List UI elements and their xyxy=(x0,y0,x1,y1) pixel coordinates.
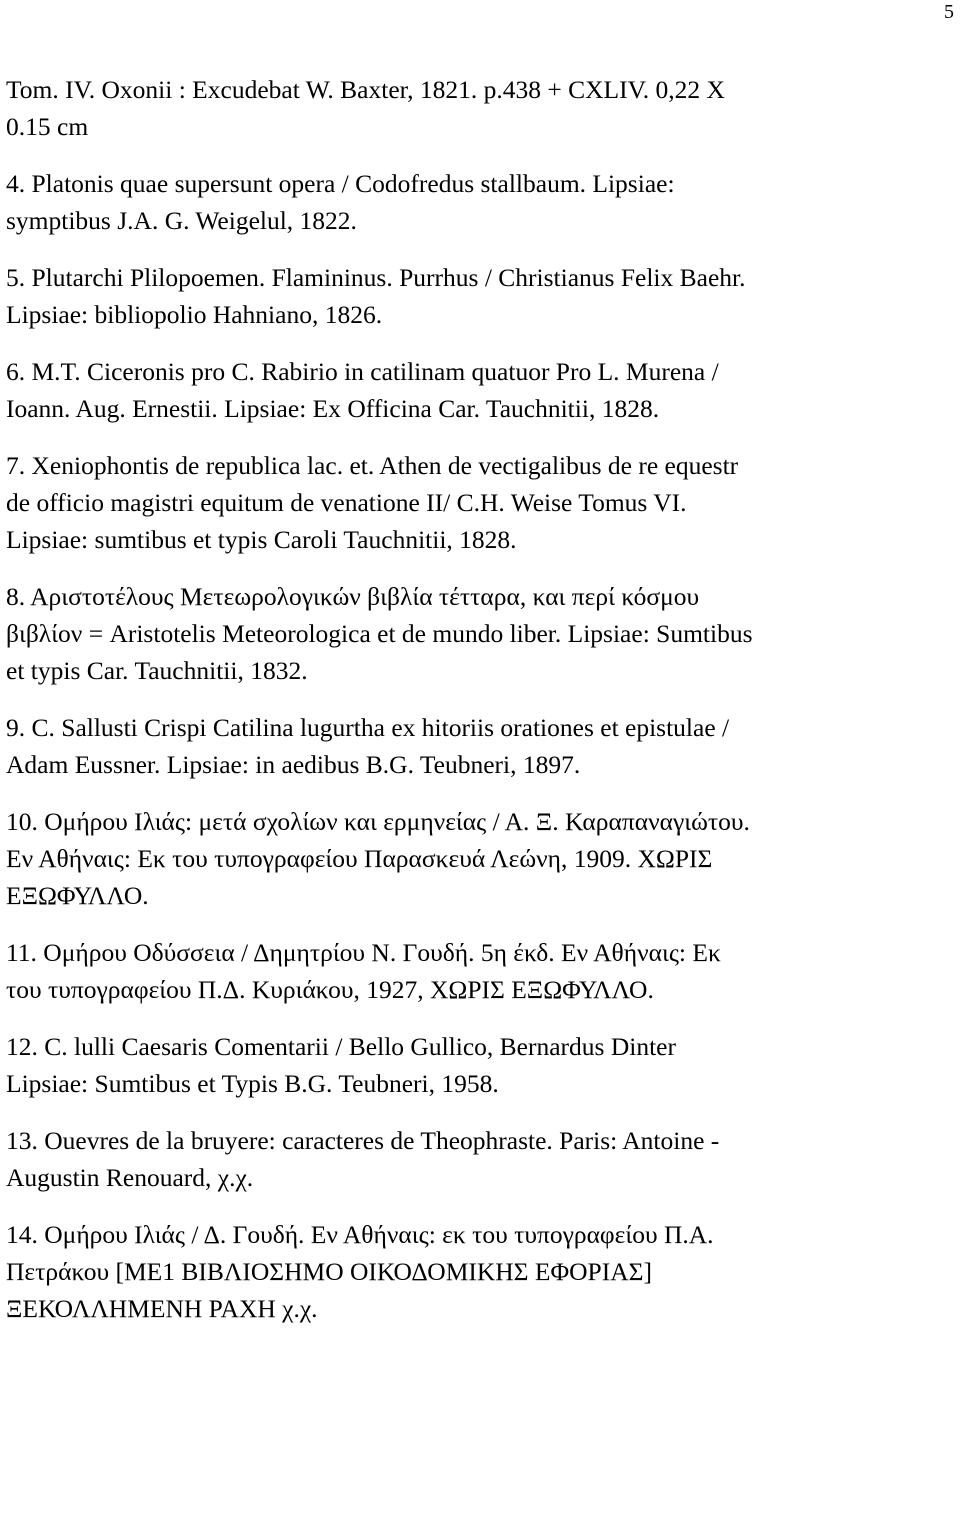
entry-line: 7. Xeniophontis de republica lac. et. Athen de vectigalibus de re equestr xyxy=(6,451,739,480)
bibliography-entry xyxy=(6,447,946,558)
entry-line: 14. Ομήρου Ιλιάς / Δ. Γουδή. Εν Αθήναις: εκ του τυπογραφείου Π.Α. xyxy=(6,1220,714,1249)
bibliography-entry xyxy=(6,1216,946,1327)
entry-line: Tom. IV. Oxonii : Excudebat W. Baxter, 1821. p.438 + CXLIV. 0,22 X xyxy=(6,75,725,104)
entry-line: 12. C. lulli Caesaris Comentarii / Bello Gullico, Bernardus Dinter xyxy=(6,1032,676,1061)
entry-line: 11. Ομήρου Οδύσσεια / Δημητρίου Ν. Γουδή. 5η έκδ. Εν Αθήναις: Εκ xyxy=(6,938,721,967)
entry-line: et typis Car. Tauchnitii, 1832. xyxy=(6,656,308,685)
entry-line: Lipsiae: Sumtibus et Typis B.G. Teubneri, 1958. xyxy=(6,1069,499,1098)
page-number: 5 xyxy=(944,1,954,23)
entry-line: 6. M.T. Ciceronis pro C. Rabirio in catilinam quatuor Pro L. Murena / xyxy=(6,357,719,386)
entry-line: ΞΕΚΟΛΛΗΜΕΝΗ ΡΑΧΗ χ.χ. xyxy=(6,1294,318,1323)
entry-line: Adam Eussner. Lipsiae: in aedibus B.G. Teubneri, 1897. xyxy=(6,750,581,779)
bibliography-entry xyxy=(6,709,946,783)
entry-line: Lipsiae: bibliopolio Hahniano, 1826. xyxy=(6,300,383,329)
entry-line: Ioann. Aug. Ernestii. Lipsiae: Ex Officina Car. Tauchnitii, 1828. xyxy=(6,394,660,423)
entry-line: 13. Ouevres de la bruyere: caracteres de Theophraste. Paris: Antoine - xyxy=(6,1126,720,1155)
bibliography-entry xyxy=(6,353,946,427)
entry-line: 0.15 cm xyxy=(6,112,89,141)
bibliography-entry xyxy=(6,165,946,239)
bibliography-entry xyxy=(6,71,946,145)
entry-line: 9. C. Sallusti Crispi Catilina lugurtha ex hitoriis orationes et epistulae / xyxy=(6,713,730,742)
bibliography-entry xyxy=(6,259,946,333)
bibliography-entry xyxy=(6,934,946,1008)
entry-line: Εν Αθήναις: Εκ του τυπογραφείου Παρασκευά Λεώνη, 1909. ΧΩΡΙΣ xyxy=(6,844,713,873)
entry-line: Lipsiae: sumtibus et typis Caroli Tauchnitii, 1828. xyxy=(6,525,517,554)
bibliography-list xyxy=(6,71,946,1347)
bibliography-entry xyxy=(6,578,946,689)
entry-line: Augustin Renouard, χ.χ. xyxy=(6,1163,254,1192)
entry-line: symptibus J.A. G. Weigelul, 1822. xyxy=(6,206,357,235)
entry-line: Πετράκου [ΜΕ1 ΒΙΒΛΙΟΣΗΜΟ ΟΙΚΟΔΟΜΙΚΗΣ ΕΦΟΡΙΑΣ] xyxy=(6,1257,652,1286)
bibliography-entry xyxy=(6,803,946,914)
bibliography-entry xyxy=(6,1122,946,1196)
entry-line: ΕΞΩΦΥΛΛΟ. xyxy=(6,881,149,910)
entry-line: 10. Ομήρου Ιλιάς: μετά σχολίων και ερμηνείας / Α. Ξ. Καραπαναγιώτου. xyxy=(6,807,750,836)
entry-line: βιβλίον = Aristotelis Meteorologica et de mundo liber. Lipsiae: Sumtibus xyxy=(6,619,753,648)
entry-line: του τυπογραφείου Π.Δ. Κυριάκου, 1927, ΧΩΡΙΣ ΕΞΩΦΥΛΛΟ. xyxy=(6,975,654,1004)
entry-line: 5. Plutarchi Plilopoemen. Flamininus. Purrhus / Christianus Felix Baehr. xyxy=(6,263,746,292)
bibliography-entry xyxy=(6,1028,946,1102)
entry-line: de officio magistri equitum de venatione II/ C.H. Weise Tomus VI. xyxy=(6,488,687,517)
entry-line: 4. Platonis quae supersunt opera / Codofredus stallbaum. Lipsiae: xyxy=(6,169,675,198)
entry-line: 8. Αριστοτέλους Μετεωρολογικών βιβλία τέτταρα, και περί κόσμου xyxy=(6,582,700,611)
